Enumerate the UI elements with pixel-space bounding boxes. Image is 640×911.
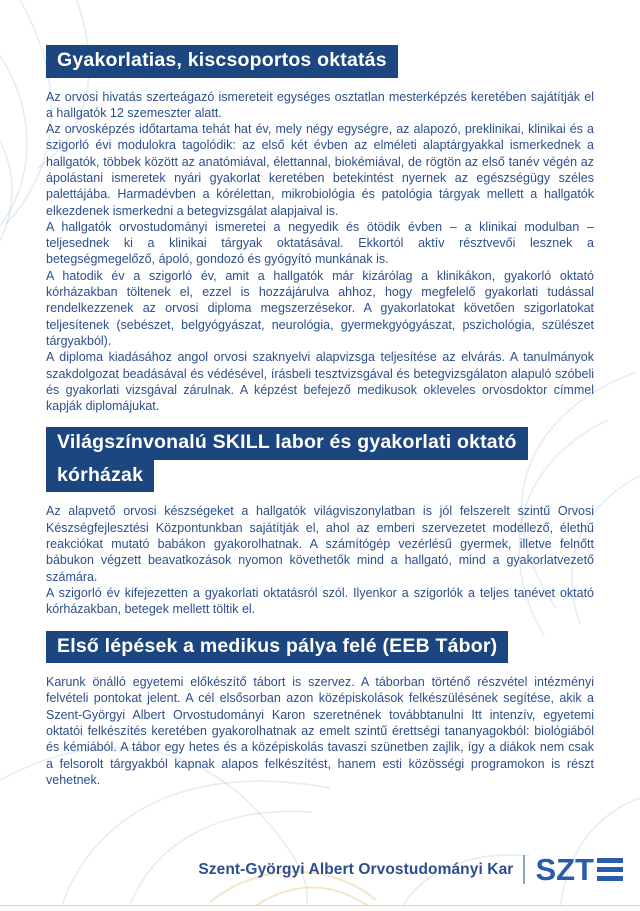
paragraph: Az orvosi hivatás szerteágazó ismereteit egységes osztatlan mesterképzés keretében sajátítják el a hallgatók 12 szemeszter alatt. bbox=[46, 89, 594, 120]
faculty-name: Szent-Györgyi Albert Orvostudományi Kar bbox=[198, 860, 514, 878]
szte-logo bbox=[535, 854, 623, 885]
section-practical-education bbox=[46, 45, 594, 414]
footer-divider bbox=[523, 855, 525, 884]
paragraph: A hatodik év a szigorló év, amit a hallgatók már kizárólag a klinikákon, gyakorló oktató kórházakban töltenek el, ezzel is hozzájárulva ahhoz, hogy megfelelő gyakorlati tudással rendelkezzenek az orvosi diploma megszerzésekor. A gyakorlatokat követően szigorlatokat teljesítenek (sebészet, belgyógyászat, neurológia, gyermekgyógyászat, pszichológia, szülészet tárgyakból). bbox=[46, 268, 594, 348]
section-heading-2 bbox=[46, 427, 594, 492]
section-heading-3: Első lépések a medikus pálya felé (EEB Tábor) bbox=[46, 631, 508, 664]
paragraph: A hallgatók orvostudományi ismeretei a negyedik és ötödik évben – a klinikai modulban – teljesednek ki a klinikai tárgyak oktatásával. Ekkortól aktív résztvevői lesznek a betegségmegelőző, ápoló, gondozó és gyógyító munkának is. bbox=[46, 219, 594, 267]
section-heading-2-line-2: kórházak bbox=[46, 460, 154, 493]
bottom-strip bbox=[0, 906, 640, 911]
paragraph: Karunk önálló egyetemi előkészítő tábort is szervez. A táborban történő részvétel intézményi felvételi pontokat jelent. A cél elsősorban azon középiskolások felkészülésének segítése, akik a Szent-Györgyi Albert Orvostudományi Karon szeretnének továbbtanulni Itt intenzív, egyetemi oktatói felkészítés keretében gyakorolhatnak az emelt szintű érettségi tananyagokból: biológiából és kémiából. A tábor egy hetes és a középiskolás tavaszi szünetben zajlik, így a diákok nem csak a felsorolt tárgyakból kapnak alapos felkészítést, hanem esti közösségi programokon is részt vehetnek. bbox=[46, 675, 594, 787]
paragraph: Az alapvető orvosi készségeket a hallgatók világviszonylatban is jól felszerelt szintű Orvosi Készségfejlesztési Központunkban sajátítják el, ahol az emberi szervezetet modellező, élethű reakciókat mutató babákon gyakorolhatnak. A számítógép vezérlésű gyermek, illetve felnőtt bábukon végzett beavatkozások nyomon követhetők mind a hallgató, mind a gyakorlatvezető számára. bbox=[46, 504, 594, 584]
paragraph: A szigorló év kifejezetten a gyakorlati oktatásról szól. Ilyenkor a szigorlók a teljes tanévet oktató kórházakban, betegek mellett töltik el. bbox=[46, 585, 594, 617]
szte-logo-text: SZT bbox=[535, 852, 594, 887]
page-footer bbox=[0, 854, 623, 885]
section-eeb-camp bbox=[46, 631, 594, 789]
section-heading-1: Gyakorlatias, kiscsoportos oktatás bbox=[46, 45, 398, 78]
document-body bbox=[46, 0, 594, 801]
paragraph: A diploma kiadásához angol orvosi szaknyelvi alapvizsga teljesítése az elvárás. A tanulmányok szakdolgozat beadásával és védésével, írásbeli tesztvizsgával és betegvizsgálaton alapuló szóbeli és gyakorlati vizsgával zárulnak. A képzést befejező medikusok okleveles orvosdoktor címmel kapják diplomájukat. bbox=[46, 350, 594, 414]
section-heading-2-line-1: Világszínvonalú SKILL labor és gyakorlati oktató bbox=[46, 427, 528, 460]
paragraph: Az orvosképzés időtartama tehát hat év, mely négy egységre, az alapozó, preklinikai, klinikai és a szigorló évi modulokra tagolódik: az első két évben az elméleti alaptárgyakkal ismerkednek a hallgatók, többek között az anatómiával, élettannal, biokémiával, de rögtön az első tanév végén az ápolástani ismeretek nyári gyakorlat keretében betekintést nyernek az egészségügy széles palettájába. Harmadévben a kórélettan, mikrobiológia és patológia tárgyak mellett a hallgatók elkezdenek ismerkedni a betegvizsgálat alapjaival is. bbox=[46, 122, 594, 218]
szte-logo-e-bars-icon bbox=[597, 858, 623, 882]
section-skill-lab bbox=[46, 427, 594, 617]
